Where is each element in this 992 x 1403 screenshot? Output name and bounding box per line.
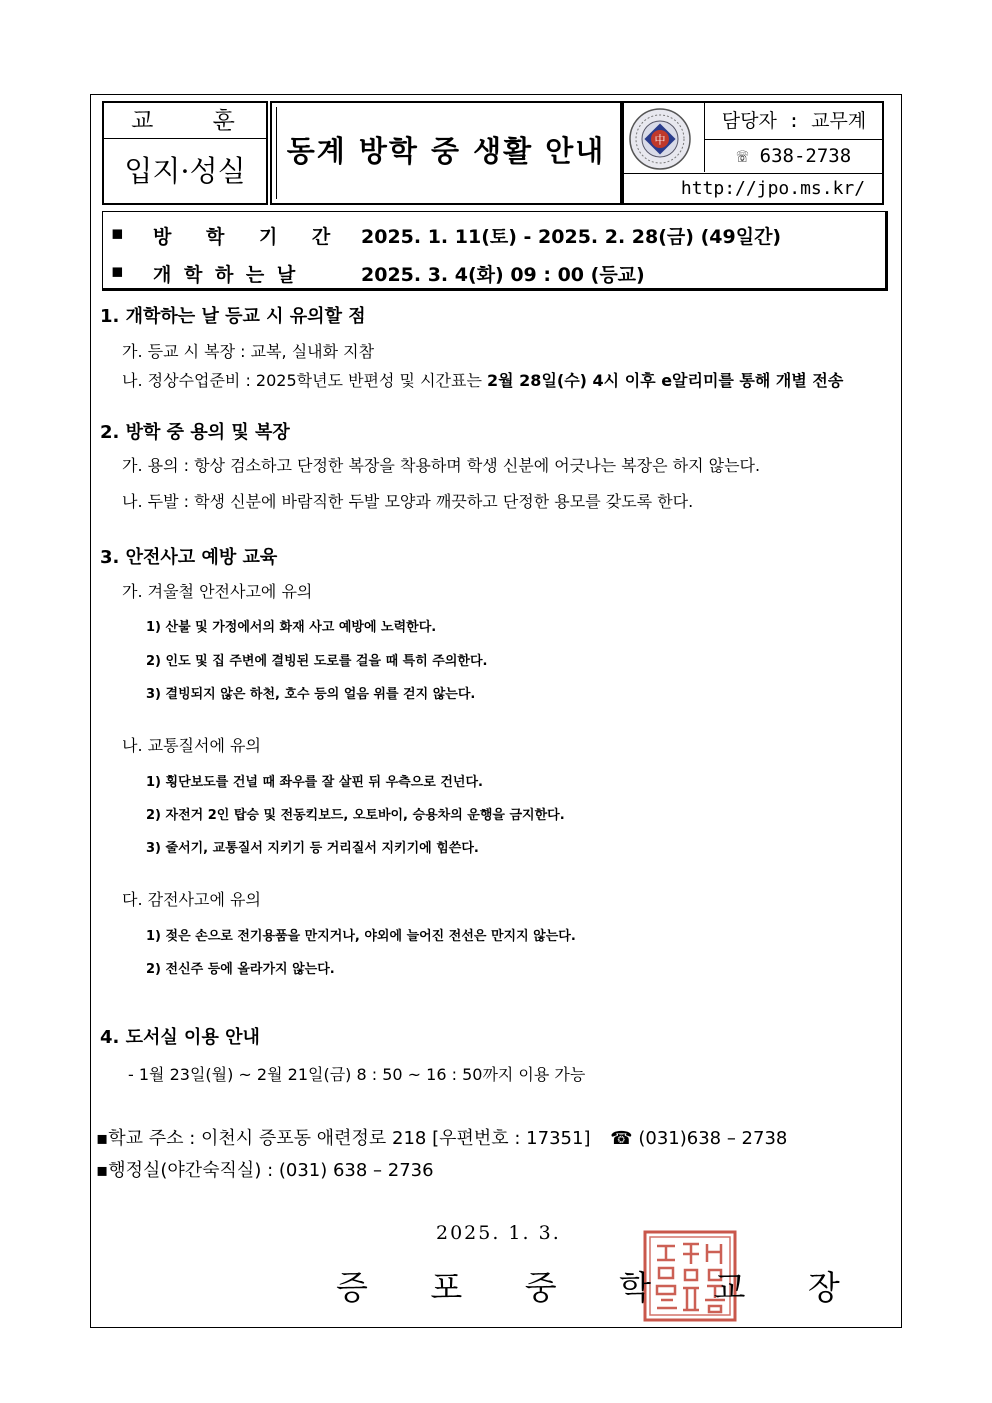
document-header bbox=[102, 101, 884, 205]
schedule-value: 2025. 3. 4(화) 09 : 00 (등교) bbox=[361, 264, 645, 286]
section-3-group-title: 다. 감전사고에 유의 bbox=[122, 890, 261, 909]
school-address: ▪학교 주소 : 이천시 증포동 애련정로 218 [우편번호 : 17351] ☎ (031)638 – 2738 bbox=[96, 1128, 788, 1149]
motto-box bbox=[102, 101, 268, 205]
motto-text: 입지·성실 bbox=[124, 154, 246, 188]
section-1-heading: 1. 개학하는 날 등교 시 유의할 점 bbox=[100, 306, 366, 327]
section-1-item: 가. 등교 시 복장 : 교복, 실내화 지참 bbox=[122, 342, 375, 361]
section-3-group-title: 나. 교통질서에 유의 bbox=[122, 736, 261, 755]
section-3-group-title: 가. 겨울철 안전사고에 유의 bbox=[122, 582, 313, 601]
emblem-char: 中 bbox=[654, 133, 666, 147]
issue-date: 2025. 1. 3. bbox=[436, 1222, 561, 1244]
address-phone: ☎ (031)638 – 2738 bbox=[610, 1128, 788, 1149]
section-2-item: 가. 용의 : 항상 검소하고 단정한 복장을 착용하며 학생 신분에 어긋나는 복장은 하지 않는다. bbox=[122, 456, 761, 475]
section-3-list-item: 2) 자전거 2인 탑승 및 전동킥보드, 오토바이, 승용차의 운행을 금지한다. bbox=[146, 808, 565, 823]
section-4-heading: 4. 도서실 이용 안내 bbox=[100, 1027, 260, 1048]
section-3-list-item: 2) 인도 및 집 주변에 결빙된 도로를 걸을 때 특히 주의한다. bbox=[146, 654, 488, 669]
school-url[interactable]: http://jpo.ms.kr/ bbox=[624, 173, 882, 203]
bullet-icon: ▪ bbox=[111, 222, 124, 244]
section-3-heading: 3. 안전사고 예방 교육 bbox=[100, 547, 278, 568]
section-4-item: - 1월 23일(월) ~ 2월 21일(금) 8 : 50 ~ 16 : 50까지 이용 가능 bbox=[128, 1065, 586, 1084]
section-1-item: 나. 정상수업준비 : 2025학년도 반편성 및 시간표는 2월 28일(수) 4시 이후 e알리미를 통해 개별 전송 bbox=[122, 371, 844, 390]
motto-label: 교 훈 bbox=[104, 103, 266, 139]
schedule-value: 2025. 1. 11(토) - 2025. 2. 28(금) (49일간) bbox=[361, 226, 782, 248]
contact-phone: ☏ 638-2738 bbox=[704, 140, 883, 172]
section-2-item: 나. 두발 : 학생 신분에 바람직한 두발 모양과 깨끗하고 단정한 용모를 갖도록 한다. bbox=[122, 492, 694, 511]
office-phone: ▪행정실(야간숙직실) : (031) 638 – 2736 bbox=[96, 1160, 434, 1181]
section-3-list-item: 1) 산불 및 가정에서의 화재 사고 예방에 노력한다. bbox=[146, 620, 437, 635]
contact-person: 담당자 : 교무계 bbox=[704, 103, 883, 140]
section-3-list-item: 3) 결빙되지 않은 하천, 호수 등의 얼음 위를 걷지 않는다. bbox=[146, 687, 476, 702]
section-1-item-emphasis: 2월 28일(수) 4시 이후 e알리미를 통해 개별 전송 bbox=[487, 371, 844, 390]
bullet-icon: ▪ bbox=[111, 260, 124, 282]
document-title: 동계 방학 중 생활 안내 bbox=[286, 134, 606, 168]
section-3-list-item: 2) 전신주 등에 올라가지 않는다. bbox=[146, 962, 335, 977]
section-2-heading: 2. 방학 중 용의 및 복장 bbox=[100, 422, 290, 443]
schedule-row-vacation bbox=[103, 214, 885, 252]
schedule-box bbox=[102, 211, 888, 291]
section-3-list-item: 3) 줄서기, 교통질서 지키기 등 거리질서 지키기에 힘쓴다. bbox=[146, 841, 479, 856]
contact-box bbox=[622, 101, 884, 205]
school-emblem-icon bbox=[628, 107, 692, 171]
section-3-list-item: 1) 젖은 손으로 전기용품을 만지거나, 야외에 늘어진 전선은 만지지 않는다. bbox=[146, 929, 576, 944]
section-3-list-item: 1) 횡단보도를 건널 때 좌우를 잘 살핀 뒤 우측으로 건넌다. bbox=[146, 775, 483, 790]
principal-signature: 증 포 중 학 교 장 bbox=[336, 1268, 866, 1307]
schedule-label: 방 학 기 간 bbox=[153, 226, 345, 248]
schedule-row-opening bbox=[103, 252, 885, 290]
schedule-label: 개 학 하 는 날 bbox=[153, 264, 299, 286]
title-box bbox=[270, 101, 622, 205]
